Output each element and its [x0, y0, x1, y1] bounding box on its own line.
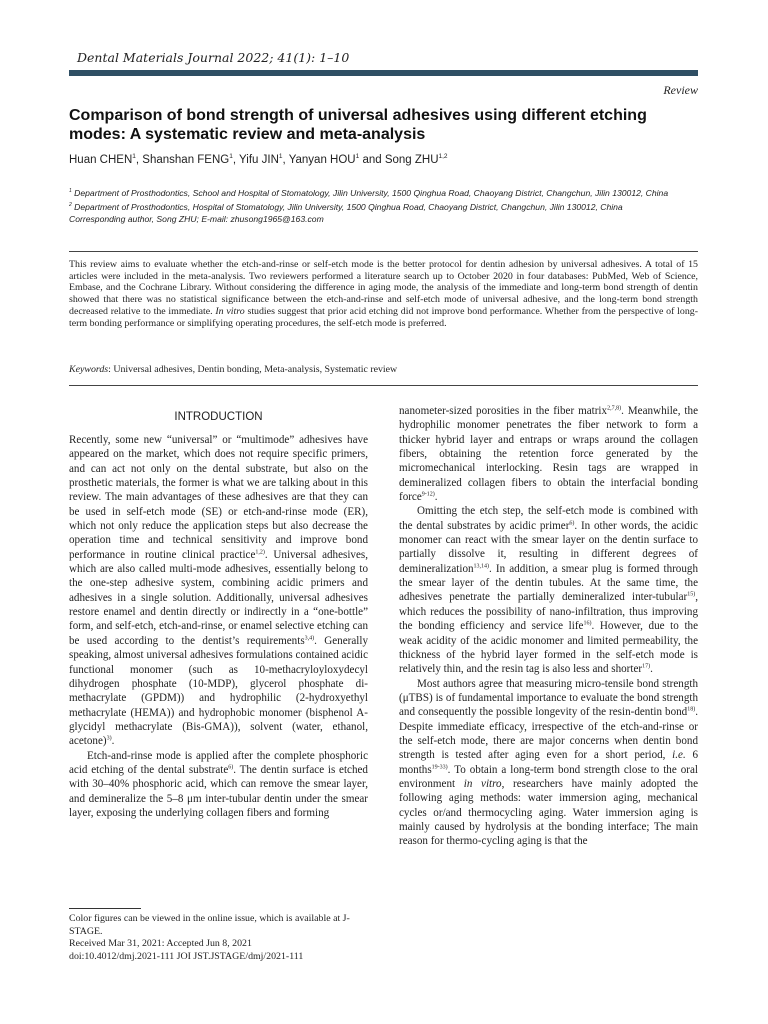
paragraph	[399, 404, 698, 504]
citation-ref: 6)	[569, 520, 575, 527]
affiliation-number: 1	[69, 188, 72, 194]
text-run: .	[434, 491, 438, 504]
text-run: , which reduces the possibility of nano-infiltration, thus improving the bonding efficiency and service life	[399, 591, 698, 633]
affiliation-text: Department of Prosthodontics, School and Hospital of Stomatology, Jilin University, 1500 Qinghua Road, Chaoyang District, Changchun, Jilin 130012, China	[74, 187, 669, 198]
text-run: . Generally speaking, almost universal adhesives formulations contained acidic functional monomer (such as 10-methacryloyloxydecyl dihydrogen phosphate (10-MDP), glycerol phosphate di-methacrylate (GPDM)) and hydrophilic (2-hydroxyethyl methacrylate (HEMA)) and hydrophobic monomer (bisphenol A-glycidyl methacrylate (Bis-GMA)), solvent (water, ethanol, acetone)	[69, 634, 368, 748]
footnote	[69, 913, 369, 963]
abstract-italic: In vitro	[215, 305, 245, 317]
author-name: Yanyan HOU	[288, 153, 356, 166]
text-run: . In other words, the acidic monomer can react with the smear layer on the dentin surface to partially dissolve it, resulting in different degrees of demineralization	[399, 519, 698, 575]
author-connector: and	[362, 153, 382, 166]
affiliation-number: 2	[69, 201, 72, 208]
abstract-text: This review aims to evaluate whether the etch-and-rinse or self-etch mode is the better protocol for dentin adhesion by universal adhesives. A total of 15 articles were included in the meta-analysis. Two reviewers performed a literature search up to October 2020 in four databases: PubMed, Web of Science, Embase, and the Cochrane Library. Without considering the difference in aging mode, the analysis of the immediate and long-term bond strength of dentin showed that there was no statistical significance between the etch-and-rinse and self-etch mode of universal adhesive, and the long-term bond strength decreased relative to the immediate.	[69, 259, 698, 317]
text-run: Most authors agree that measuring micro-tensile bond strength (μTBS) is of fundamental importance to evaluate the bond strength and consequently the possible longevity of the resin-dentin bond	[399, 677, 698, 719]
footnote-rule	[69, 908, 141, 909]
section-heading: INTRODUCTION	[174, 411, 263, 423]
keywords-text: : Universal adhesives, Dentin bonding, Meta-analysis, Systematic review	[108, 364, 398, 375]
abstract-text: studies suggest that prior acid etching did not improve bond performance. Whether from the perspective of long-term bonding performance or simplifying operating procedures, the self-etch mode is preferred.	[69, 305, 699, 329]
footnote-doi: doi:10.4012/dmj.2021-111 JOI JST.JSTAGE/dmj/2021-111	[69, 950, 304, 962]
author-affiliation-mark: 1	[229, 153, 233, 160]
text-run: .	[650, 663, 653, 676]
text-run: , researchers have mainly adopted the following aging methods: water immersion aging, mechanical cycles or/and thermocycling aging. Water immersion aging is mainly caused by hydrolysis at the bonding interface; The main reason for thermo-cycling aging is that the	[399, 777, 699, 848]
citation-ref: 13,14)	[473, 563, 490, 570]
author-name: Shanshan FENG	[142, 153, 230, 166]
article-type: Review	[663, 83, 698, 97]
paragraph	[399, 677, 698, 849]
author-name: Song ZHU	[384, 153, 439, 166]
author-name: Yifu JIN	[239, 153, 279, 166]
author-affiliation-mark: 1	[132, 153, 136, 160]
author-name: Huan CHEN	[69, 153, 133, 166]
text-run: . In addition, a smear plug is formed through the smear layer of the dentin tubules. At the same time, the adhesives penetrate the partially demineralized inter-tubular	[399, 562, 698, 604]
affiliation-1	[69, 185, 701, 199]
citation-ref: 15)	[687, 591, 696, 598]
author-affiliation-mark: 1	[355, 153, 360, 160]
citation-ref: 18)	[687, 706, 696, 713]
text-run: . However, due to the weak acidity of the acidic monomer and limited permeability, the thickness of the hybrid layer formed in the self-etch mode is relatively thin, and the resin tag is also less and shorter	[399, 620, 699, 676]
citation-ref: 16)	[583, 620, 592, 627]
affiliation-text: Department of Prosthodontics, Hospital of Stomatology, Jilin University, 1500 Qinghua Road, Chaoyang District, Changchun, Jilin 130012, China	[74, 201, 623, 212]
italic-text: i.e.	[672, 749, 686, 762]
italic-text: in vitro	[463, 777, 502, 790]
abstract-bottom-rule	[69, 385, 698, 386]
paragraph	[69, 749, 368, 821]
citation-ref: 3,4)	[304, 635, 315, 642]
citation-ref: 6)	[228, 764, 234, 771]
footnote-received: Received Mar 31, 2021: Accepted Jun 8, 2021	[69, 938, 252, 949]
abstract	[69, 259, 698, 329]
citation-ref: 9-12)	[421, 491, 435, 498]
paragraph	[399, 504, 698, 676]
text-run: . Universal adhesives, which are also called multi-mode adhesives, essentially belong to the one-step adhesive system, combining acidic primers and adhesives in a single solution. Additionally, universal adhesives restore enamel and dentin directly or indirectly in a “one-bottle” form, and self-etch, etch-and-rinse, or enamel selective etching can be used according to the dentist’s requirements	[69, 548, 368, 647]
citation-ref: 19-33)	[431, 763, 448, 770]
paragraph	[69, 433, 368, 749]
header-bar	[69, 70, 698, 76]
left-column	[69, 433, 368, 820]
footnote-color-note: Color figures can be viewed in the online issue, which is available at J-STAGE.	[69, 913, 350, 937]
text-run: Recently, some new “universal” or “multimode” adhesives have appeared on the market, which does not require specific primers, and can act not only on the dental substrate, but also on the prosthetic materials, the former is what we are talking about in this review. The main advantages of these adhesives are that they can be used in self-etch mode (SE) or etch-and-rinse mode (ER), which not only reduce the application steps but also decrease the operation time and technical sensitivity and improve bond performance in routine clinical practice	[69, 434, 368, 561]
author-affiliation-mark: 1,2	[438, 153, 448, 160]
citation-ref: 2,7,8)	[607, 405, 622, 412]
text-run: Etch-and-rinse mode is applied after the complete phosphoric acid etching of the dental substrate	[69, 749, 368, 776]
right-column	[399, 404, 698, 849]
text-run: . Meanwhile, the hydrophilic monomer penetrates the fiber network to form a thicker hybrid layer and entraps or wraps around the collagen fibers, obtaining the retention force generated by the micromechanical interlocking. Resin tags are wrapped in demineralized collagen fibers to obtain the interfacial bonding force	[399, 405, 698, 504]
abstract-top-rule	[69, 251, 698, 252]
journal-header: Dental Materials Journal 2022; 41(1): 1–10	[77, 50, 350, 65]
keywords-label: Keywords	[69, 364, 109, 375]
affiliation-2	[69, 199, 701, 213]
citation-ref: 17)	[642, 663, 651, 670]
corresponding-author: Corresponding author, Song ZHU; E-mail: zhusong1965@163.com	[69, 213, 324, 224]
text-run: . To obtain a long-term bond strength close to the oral environment	[399, 763, 698, 790]
author-affiliation-mark: 1	[278, 153, 283, 160]
citation-ref: 1,2)	[255, 549, 265, 556]
author-list: Huan CHEN$^1$, Shanshan FENG$^1$, Yifu JIN$^1$, Yanyan HOU$^1$ and Song ZHU$^{1,2}$	[69, 153, 448, 166]
text-run: nanometer-sized porosities in the fiber matrix	[399, 405, 608, 417]
affiliations	[69, 185, 701, 225]
text-run: . The dentin surface is etched with 30–40% phosphoric acid, which can remove the smear layer, and demineralize the 5–8 μm inter-tubular dentin under the smear layer, exposing the underlying collagen fibers and forming	[69, 763, 368, 819]
text-run: .	[111, 735, 115, 748]
text-run: 6 months	[399, 749, 698, 776]
citation-ref: 3)	[106, 735, 112, 742]
text-run: Omitting the etch step, the self-etch mode is combined with the dental substrates by acidic primer	[399, 505, 698, 532]
text-run: . Despite immediate efficacy, irrespective of the etch-and-rinse or the self-etch mode, there are major concerns when dentin bond strength is tested after aging even for a short period,	[399, 706, 698, 762]
article-title: Comparison of bond strength of universal adhesives using different etching modes: A systematic review and meta-analysis	[69, 107, 647, 143]
keywords	[69, 364, 698, 375]
